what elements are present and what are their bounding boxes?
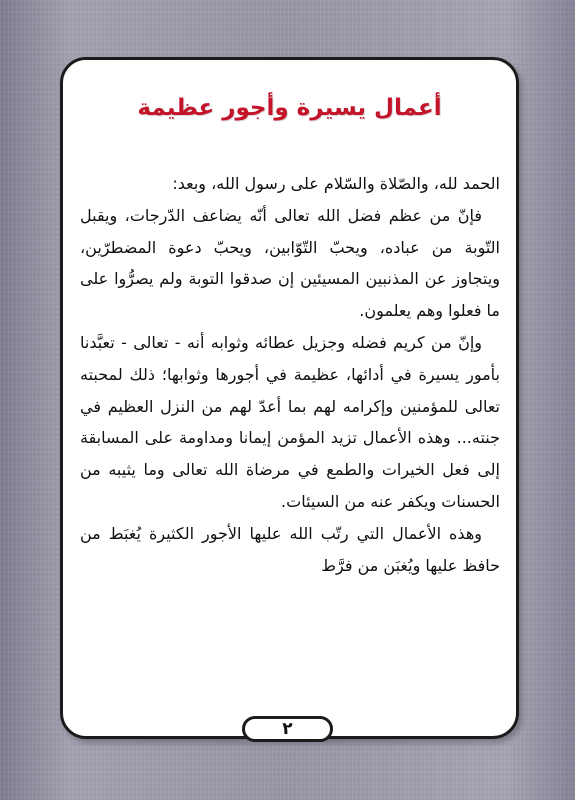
paragraph-3: وهذه الأعمال التي رتّب الله عليها الأجور الكثيرة يُغبَط من حافظ عليها ويُغبَن من فرَّط [80,523,500,575]
body-text [80,168,500,581]
page-title: أعمال يسيرة وأجور عظيمة [137,95,442,121]
paragraph-1: فإنّ من عظم فضل الله تعالى أنّه يضاعف الدّرجات، ويقبل التّوبة من عباده، ويحبّ التّوّابين، ويحبّ دعوة المضطرّين، ويتجاوز عن المذنبين المسيئين إن صدقوا التوبة ولم يصرُّوا على ما فعلوا وهم يعلمون. [80,205,500,321]
paragraph-intro: الحمد لله، والصّلاة والسّلام على رسول الله، وبعد: [172,174,500,193]
paragraph-2: وإنّ من كريم فضله وجزيل عطائه وثوابه أنه - تعالى - تعبَّدنا بأمور يسيرة في أدائها، عظيمة في أجورها وثوابها؛ ذلك لمحبته تعالى للمؤمنين وإكرامه لهم بما أعدّ لهم من النزل العظيم في جنته... وهذه الأعمال تزيد المؤمن إيمانا ومداومة على المسابقة إلى فعل الخيرات والطمع في مرضاة الله تعالى وما يثيبه من الحسنات ويكفر عنه من السيئات. [80,332,500,511]
page-number: ٢ [242,716,333,742]
